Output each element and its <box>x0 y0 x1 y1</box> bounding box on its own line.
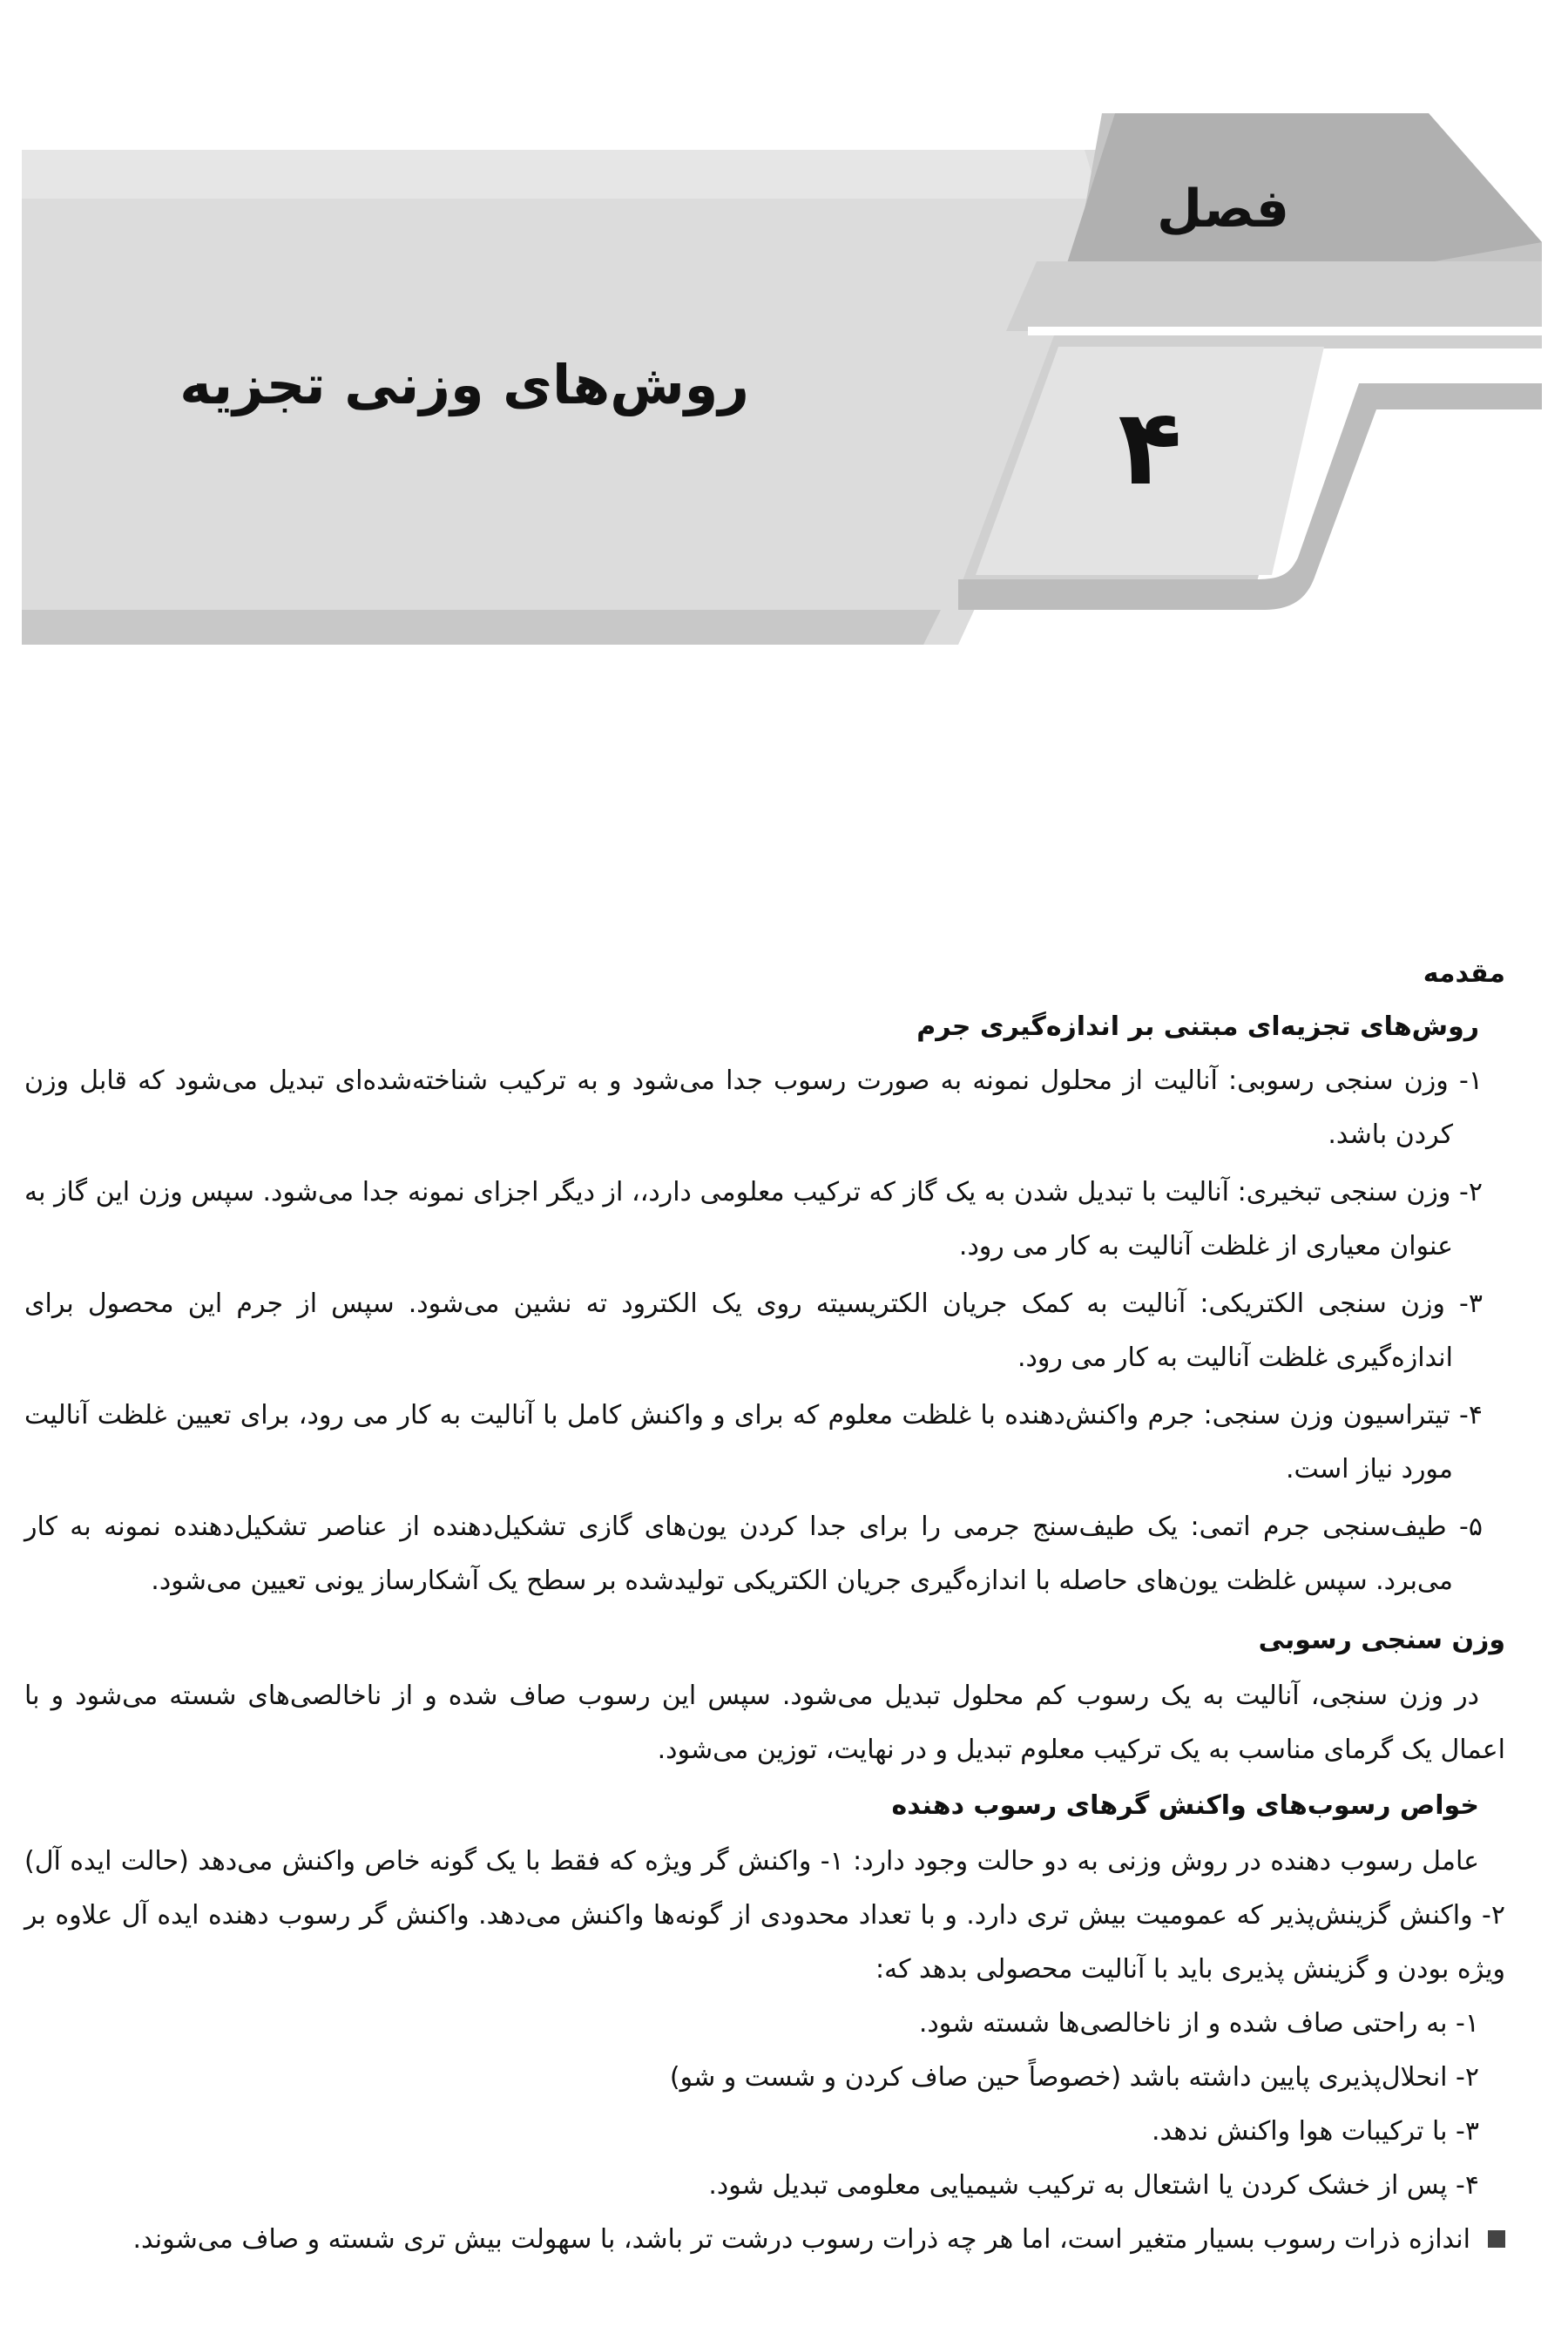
method-item: ۲- وزن سنجی تبخیری: آنالیت با تبدیل شدن به یک گاز که ترکیب معلومی دارد،، از دیگر اجزای نمونه جدا می‌شود. سپس وزن این گاز به عنوان معیاری از غلظت آنالیت به کار می رود. <box>24 1177 1483 1261</box>
gravimetry-paragraph: در وزن سنجی، آنالیت به یک رسوب کم محلول تبدیل می‌شود. سپس این رسوب صاف شده و از ناخالصی‌های شسته می‌شود و با اعمال یک گرمای مناسب به یک ترکیب معلوم تبدیل و در نهایت، توزین می‌شود. <box>24 1681 1505 1765</box>
requirement-item: ۳- با ترکیبات هوا واکنش ندهد. <box>1151 2116 1479 2147</box>
banner-separator <box>1028 327 1542 335</box>
intro-heading: مقدمه <box>1423 958 1505 989</box>
note-text: اندازه ذرات رسوب بسیار متغیر است، اما هر چه ذرات رسوب درشت تر باشد، با سهولت بیش تری شسته و صاف می‌شوند. <box>132 2224 1470 2255</box>
chapter-number: ۴ <box>1118 388 1182 509</box>
requirement-item: ۲- انحلال‌پذیری پایین داشته باشد (خصوصاً حین صاف کردن و شست و شو) <box>669 2062 1479 2093</box>
chapter-label: فصل <box>1157 179 1289 240</box>
banner-top-band <box>22 150 1099 199</box>
requirement-item: ۱- به راحتی صاف شده و از ناخالصی‌ها شسته شود. <box>918 2008 1479 2039</box>
properties-paragraph: عامل رسوب دهنده در روش وزنی به دو حالت وجود دارد: ۱- واکنش گر ویژه که فقط با یک گونه خاص واکنش می‌دهد (حالت ایده آل) ۲- واکنش گزینش‌پذیر که عمومیت بیش تری دارد. و با تعداد محدودی از گونه‌ها واکنش می‌دهد. واکنش گر رسوب دهنده ایده آل علاوه بر ویژه بودن و گزینش پذیری باید با آنالیت محصولی بدهد که: <box>24 1846 1505 1985</box>
chapter-body <box>24 948 1505 2267</box>
square-bullet-icon <box>1488 2230 1505 2248</box>
banner-bottom-shadow <box>22 610 941 645</box>
method-item: ۱- وزن سنجی رسوبی: آنالیت از محلول نمونه به صورت رسوب جدا می‌شود و به ترکیب شناخته‌شده‌ای تبدیل می‌شود که قابل وزن کردن باشد. <box>24 1065 1483 1150</box>
method-item: ۴- تیتراسیون وزن سنجی: جرم واکنش‌دهنده با غلظت معلوم که برای و واکنش کامل با آنالیت به کار می رود، برای تعیین غلظت آنالیت مورد نیاز است. <box>24 1400 1483 1485</box>
method-item: ۳- وزن سنجی الکتریکی: آنالیت به کمک جریان الکتریسیته روی یک الکترود ته نشین می‌شود. سپس از جرم این محصول برای اندازه‌گیری غلظت آنالیت به کار می رود. <box>24 1288 1483 1373</box>
chapter-banner <box>0 0 1568 662</box>
properties-heading: خواص رسوب‌های واکنش گرهای رسوب دهنده <box>891 1790 1479 1821</box>
chapter-title: روش‌های وزنی تجزیه <box>179 353 749 416</box>
banner-strip <box>1006 261 1542 331</box>
gravimetry-heading: وزن سنجی رسوبی <box>1258 1625 1505 1655</box>
subsection-heading: روش‌های تجزیه‌ای مبتنی بر اندازه‌گیری جرم <box>916 1011 1479 1042</box>
requirement-item: ۴- پس از خشک کردن یا اشتعال به ترکیب شیمیایی معلومی تبدیل شود. <box>708 2170 1479 2201</box>
note-line <box>24 2213 1505 2267</box>
method-item: ۵- طیف‌سنجی جرم اتمی: یک طیف‌سنج جرمی را برای جدا کردن یون‌های گازی تشکیل‌دهنده از عناصر تشکیل‌دهنده نمونه به کار می‌برد. سپس غلظت یون‌های حاصله با اندازه‌گیری جریان الکتریکی تولیدشده بر سطح یک آشکارساز یونی تعیین می‌شود. <box>24 1512 1483 1596</box>
